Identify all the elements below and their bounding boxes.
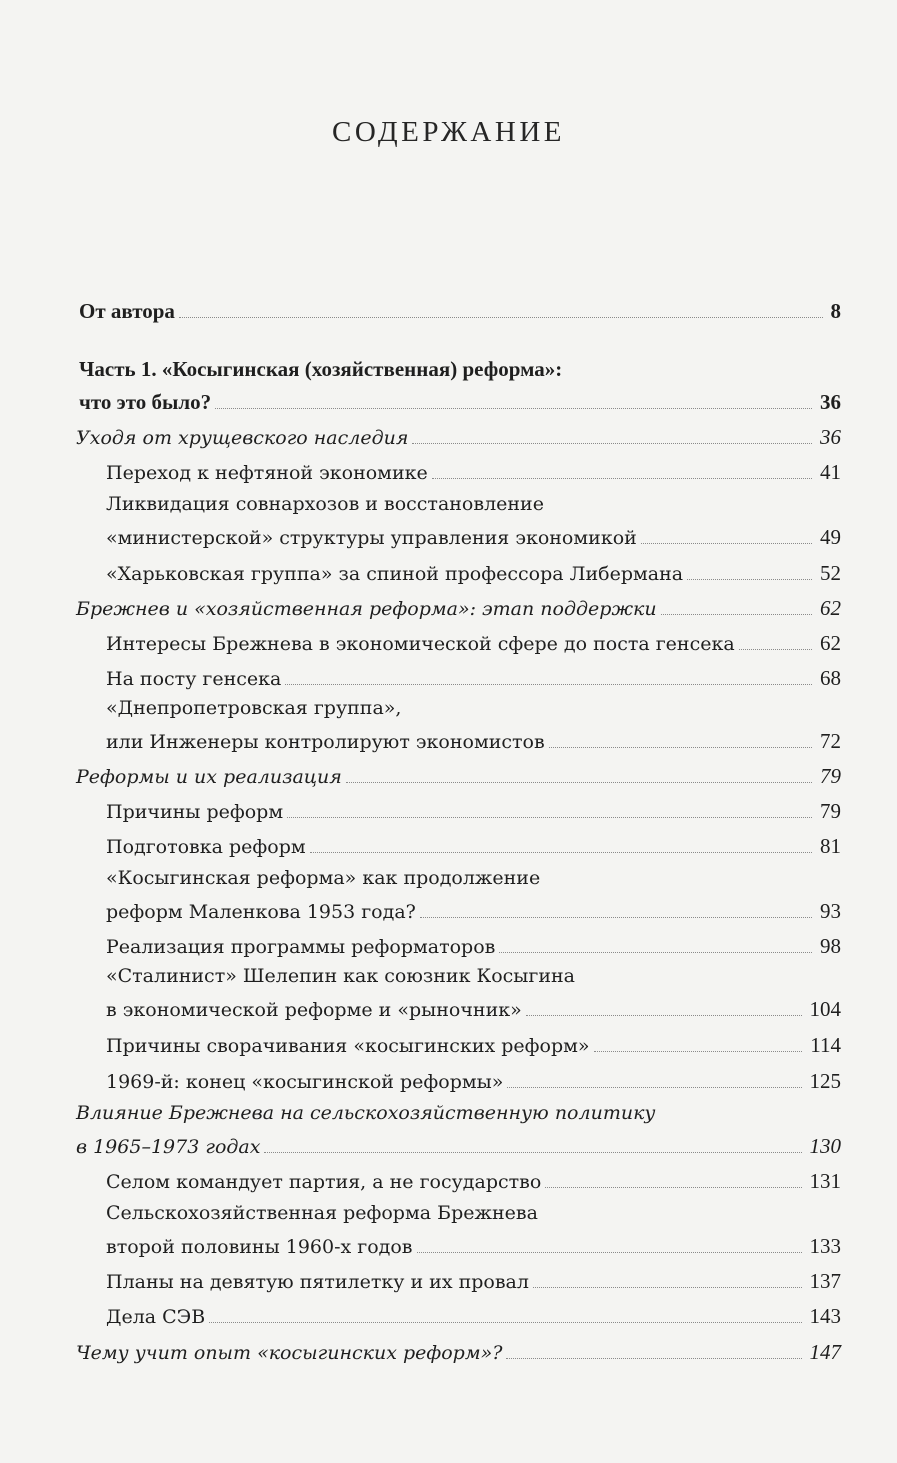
toc-page-number: 41 [820, 460, 841, 484]
toc-entry [106, 796, 841, 827]
toc-page-number: 8 [830, 299, 841, 323]
toc-page-number: 143 [809, 1304, 841, 1328]
toc-page-number: 79 [820, 799, 841, 823]
toc-page-number: 79 [820, 764, 841, 788]
toc-entry [106, 1301, 841, 1332]
toc-entry [106, 1266, 841, 1297]
dot-leader [346, 782, 812, 783]
toc-page-number: 131 [809, 1169, 841, 1193]
page-title: СОДЕРЖАНИЕ [332, 116, 565, 148]
dot-leader [507, 1087, 801, 1088]
toc-entry-title: Интересы Брежнева в экономической сфере до поста генсека [106, 633, 735, 655]
toc-entry [79, 387, 841, 417]
dot-leader [661, 614, 812, 615]
toc-entry-title: или Инженеры контролируют экономистов [106, 731, 545, 753]
toc-entry-title: Реализация программы реформаторов [106, 936, 496, 958]
toc-page-number: 93 [820, 899, 841, 923]
toc-entry [106, 1066, 841, 1097]
dot-leader [264, 1152, 801, 1153]
toc-entry-title: что это было? [79, 390, 212, 414]
dot-leader [739, 649, 812, 650]
toc-entry [106, 1030, 841, 1061]
dot-leader [533, 1287, 802, 1288]
dot-leader [549, 747, 812, 748]
toc-entry-title-line: Влияние Брежнева на сельскохозяйственную политику [76, 1102, 656, 1124]
toc-page-number: 62 [820, 631, 841, 655]
toc-page-number: 133 [809, 1234, 841, 1258]
toc-entry [106, 628, 841, 659]
dot-leader [215, 408, 812, 409]
dot-leader [310, 852, 812, 853]
toc-page-number: 104 [809, 997, 841, 1021]
toc-page-number: 52 [820, 561, 841, 585]
toc-entry-title: Брежнев и «хозяйственная реформа»: этап поддержки [76, 598, 657, 620]
dot-leader [687, 579, 812, 580]
toc-entry [106, 663, 841, 694]
toc-entry-title: Переход к нефтяной экономике [106, 462, 428, 484]
toc-entry [76, 1131, 841, 1162]
dot-leader [209, 1322, 801, 1323]
toc-page-number: 147 [809, 1340, 841, 1364]
dot-leader [526, 1015, 802, 1016]
dot-leader [417, 1252, 802, 1253]
toc-entry [76, 761, 841, 792]
dot-leader [499, 952, 812, 953]
toc-entry [106, 522, 841, 553]
toc-entry-title: На посту генсека [106, 668, 282, 690]
toc-entry [106, 1231, 841, 1262]
toc-entry-title: в 1965–1973 годах [76, 1136, 261, 1158]
toc-entry-title: «министерской» структуры управления экономикой [106, 527, 637, 549]
toc-entry-title-line: Сельскохозяйственная реформа Брежнева [106, 1202, 538, 1224]
toc-entry-title: реформ Маленкова 1953 года? [106, 901, 416, 923]
toc-page-number: 81 [820, 834, 841, 858]
toc-entry-title-line: «Днепропетровская группа», [106, 697, 402, 719]
toc-entry [106, 558, 841, 589]
toc-entry-title: Уходя от хрущевского наследия [76, 427, 409, 449]
toc-entry-title: От автора [79, 299, 175, 323]
dot-leader [420, 917, 812, 918]
dot-leader [506, 1358, 801, 1359]
toc-entry [76, 1337, 841, 1368]
toc-entry-title: Реформы и их реализация [76, 766, 342, 788]
toc-entry-title: 1969-й: конец «косыгинской реформы» [106, 1071, 504, 1093]
toc-entry-title: Подготовка реформ [106, 836, 306, 858]
dot-leader [285, 684, 812, 685]
toc-entry [106, 831, 841, 862]
toc-entry [106, 896, 841, 927]
toc-page-number: 130 [809, 1134, 841, 1158]
toc-page-number: 68 [820, 666, 841, 690]
dot-leader [545, 1187, 801, 1188]
toc-page-number: 98 [820, 934, 841, 958]
dot-leader [432, 478, 812, 479]
dot-leader [594, 1051, 803, 1052]
toc-entry-title-line: Часть 1. «Косыгинская (хозяйственная) реформа»: [79, 357, 563, 381]
toc-entry-title: Чему учит опыт «косыгинских реформ»? [76, 1342, 503, 1364]
toc-entry [106, 931, 841, 962]
toc-entry [76, 422, 841, 453]
toc-page-number: 137 [809, 1269, 841, 1293]
toc-entry [106, 1166, 841, 1197]
toc-entry-title: Селом командует партия, а не государство [106, 1171, 542, 1193]
dot-leader [412, 443, 812, 444]
toc-page-number: 114 [810, 1033, 841, 1057]
toc-entry-title: Причины сворачивания «косыгинских реформ» [106, 1035, 590, 1057]
toc-page-number: 72 [820, 729, 841, 753]
toc-page-number: 36 [820, 425, 841, 449]
toc-entry-title-line: «Косыгинская реформа» как продолжение [106, 867, 541, 889]
toc-page-number: 125 [809, 1069, 841, 1093]
dot-leader [287, 817, 812, 818]
toc-entry-title-line: «Сталинист» Шелепин как союзник Косыгина [106, 965, 576, 987]
toc-page-number: 36 [820, 390, 841, 414]
dot-leader [179, 317, 823, 318]
toc-entry-title: Дела СЭВ [106, 1306, 206, 1328]
toc-page-number: 62 [820, 596, 841, 620]
toc-entry-title: Причины реформ [106, 801, 284, 823]
toc-entry-title: «Харьковская группа» за спиной профессора Либермана [106, 563, 684, 585]
toc-entry [106, 726, 841, 757]
toc-entry-title: Планы на девятую пятилетку и их провал [106, 1271, 529, 1293]
toc-entry-title: второй половины 1960-х годов [106, 1236, 413, 1258]
toc-entry [106, 994, 841, 1025]
toc-entry [106, 457, 841, 488]
toc-page-number: 49 [820, 525, 841, 549]
toc-entry [79, 296, 841, 326]
toc-entry [76, 593, 841, 624]
toc-entry-title: в экономической реформе и «рыночник» [106, 999, 522, 1021]
toc-entry-title-line: Ликвидация совнархозов и восстановление [106, 493, 544, 515]
dot-leader [641, 543, 812, 544]
